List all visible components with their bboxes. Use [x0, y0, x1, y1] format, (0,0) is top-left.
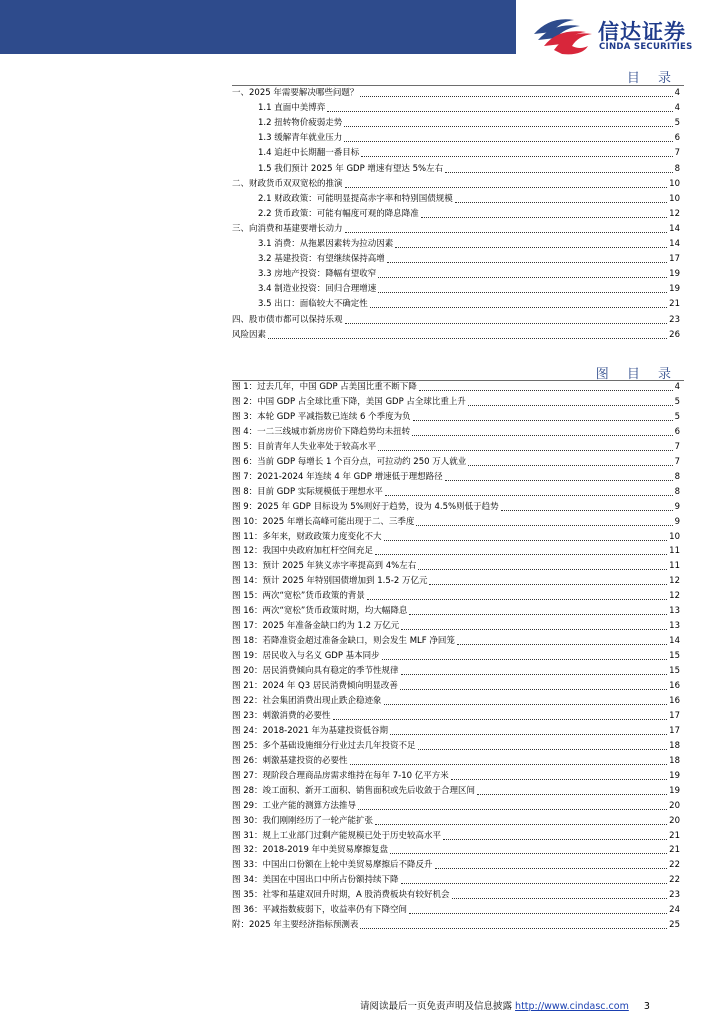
figure-entry[interactable] [232, 561, 680, 572]
dot-leader [501, 510, 673, 511]
figure-entry-label: 图 5：目前青年人失业率处于较高水平 [232, 441, 377, 452]
figure-entry-page: 12 [669, 576, 680, 587]
toc-entry-page: 26 [669, 329, 680, 340]
figure-entry-page: 18 [669, 740, 680, 751]
toc-entry-page: 4 [674, 103, 680, 114]
figure-entry-label: 图 12：我国中央政府加杠杆空间充足 [232, 546, 374, 557]
figure-entry-label: 图 14：预计 2025 年特别国债增加到 1.5-2 万亿元 [232, 576, 428, 587]
footer [360, 998, 650, 1012]
figure-entry-page: 22 [669, 875, 680, 886]
figure-entry-label: 图 4：一二三线城市新房房价下降趋势均未扭转 [232, 426, 411, 437]
dot-leader [409, 913, 667, 914]
figure-entry[interactable] [232, 905, 680, 916]
toc-entry[interactable] [232, 330, 680, 341]
figure-entry-label: 图 8：目前 GDP 实际规模低于理想水平 [232, 486, 383, 497]
dot-leader [409, 614, 667, 615]
toc-entry-page: 23 [669, 314, 680, 325]
cinda-logo [532, 14, 712, 56]
figure-entry-page: 6 [674, 426, 680, 437]
dot-leader [345, 187, 668, 188]
figure-entry-page: 20 [669, 815, 680, 826]
figure-entry-page: 22 [669, 860, 680, 871]
toc-entry-page: 8 [674, 163, 680, 174]
figure-entry-page: 4 [674, 382, 680, 392]
toc-entry-page: 17 [669, 254, 680, 265]
figure-entry-label: 图 26：刺激基建投资的必要性 [232, 755, 348, 766]
figure-entry-page: 17 [669, 725, 680, 736]
dot-leader [385, 495, 673, 496]
toc-entry[interactable] [258, 118, 680, 129]
figure-entry[interactable] [232, 845, 680, 856]
toc-entry-label: 1.5 我们预计 2025 年 GDP 增速有望达 5%左右 [258, 163, 444, 174]
footer-link[interactable]: http://www.cindasc.com [515, 1001, 629, 1012]
figure-entry[interactable] [232, 801, 680, 812]
figure-entry[interactable] [232, 442, 680, 453]
figure-entry[interactable] [232, 591, 680, 602]
dot-leader [360, 928, 667, 929]
dot-leader [401, 674, 668, 675]
dot-leader [412, 435, 672, 436]
figure-entry[interactable] [232, 890, 680, 901]
toc-entry-page: 4 [674, 88, 680, 98]
dot-leader [445, 480, 673, 481]
toc-entry-label: 1.2 扭转物价疲弱走势 [258, 118, 343, 129]
figure-entry[interactable] [232, 920, 680, 931]
figure-entry-page: 24 [669, 905, 680, 916]
figure-entry[interactable] [232, 532, 680, 543]
figure-entry-page: 21 [669, 830, 680, 841]
figure-entry-page: 21 [669, 845, 680, 856]
dot-leader [375, 824, 667, 825]
dot-leader [390, 734, 667, 735]
figure-entry-label: 图 35：社零和基建双回升时期，A 股消费板块有较好机会 [232, 890, 450, 901]
figure-entry-page: 13 [669, 606, 680, 617]
figure-entry[interactable] [232, 786, 680, 797]
toc-entry-label: 1.4 追赶中长期翻一番目标 [258, 148, 360, 159]
figure-entry-page: 19 [669, 785, 680, 796]
figure-entry-label: 图 33：中国出口份额在上轮中美贸易摩擦后不降反升 [232, 860, 433, 871]
figure-entry-label: 图 28：竣工面积、新开工面积、销售面积或先后收敛于合理区间 [232, 785, 476, 796]
figure-entry[interactable] [232, 860, 680, 871]
figure-entry[interactable] [232, 412, 680, 423]
toc-entry[interactable] [232, 315, 680, 326]
toc-entry-label: 1.3 缓解青年就业压力 [258, 133, 343, 144]
brand-name-en: CINDA SECURITIES [599, 42, 693, 52]
figure-entry-label: 图 25：多个基础设施细分行业过去几年投资不足 [232, 740, 416, 751]
figure-entry-page: 23 [669, 890, 680, 901]
figures-rule [232, 380, 684, 381]
figure-entry[interactable] [232, 382, 680, 393]
dot-leader [358, 809, 667, 810]
dot-leader [419, 390, 673, 391]
dot-leader [395, 247, 667, 248]
toc-entry-page: 19 [669, 284, 680, 295]
figure-entry-page: 20 [669, 800, 680, 811]
figure-entry-page: 25 [669, 920, 680, 931]
figure-entry-label: 图 21：2024 年 Q3 居民消费倾向明显改善 [232, 681, 398, 691]
figure-entry-label: 图 36：平减指数疲弱下，收益率仍有下降空间 [232, 905, 408, 916]
figure-entry-label: 图 17：2025 年准备金缺口约为 1.2 万亿元 [232, 621, 400, 632]
figure-entry-page: 19 [669, 770, 680, 781]
dot-leader [457, 644, 667, 645]
dot-leader [345, 232, 668, 233]
toc-entry[interactable] [258, 269, 680, 280]
footer-disclaimer: 请阅读最后一页免责声明及信息披露 [360, 1001, 513, 1012]
dot-leader [367, 599, 667, 600]
figure-entry-label: 图 30：我们刚刚经历了一轮产能扩张 [232, 815, 374, 826]
dot-leader [400, 689, 667, 690]
toc-entry-label: 三、向消费和基建要增长动力 [232, 223, 343, 234]
dot-leader [350, 764, 668, 765]
figure-entry-label: 图 23：刺激消费的必要性 [232, 710, 331, 721]
figure-entry[interactable] [232, 756, 680, 767]
toc-rule [232, 85, 684, 86]
figure-entry[interactable] [232, 696, 680, 707]
figure-entry-label: 图 9：2025 年 GDP 目标设为 5%则好于趋势，设为 4.5%则低于趋势 [232, 501, 499, 512]
dot-leader [418, 749, 668, 750]
toc-entry[interactable] [232, 224, 680, 235]
toc-entry[interactable] [258, 148, 680, 159]
toc-entry-page: 19 [669, 269, 680, 280]
toc-entry-label: 3.2 基建投资：有望继续保持高增 [258, 254, 385, 265]
figure-entry-page: 16 [669, 681, 680, 691]
toc-entry-label: 二、财政货币双双宽松的推演 [232, 178, 343, 189]
figure-entry-page: 7 [674, 456, 680, 467]
figure-entry-label: 图 20：居民消费倾向具有稳定的季节性规律 [232, 666, 399, 677]
figure-entry[interactable] [232, 741, 680, 752]
toc-entry[interactable] [258, 284, 680, 295]
dot-leader [382, 659, 667, 660]
figure-entry-page: 5 [674, 411, 680, 422]
page-number: 3 [643, 1001, 650, 1012]
toc-entry[interactable] [258, 164, 680, 175]
figure-entry-page: 5 [674, 396, 680, 407]
figure-entry-page: 15 [669, 666, 680, 677]
figure-entry[interactable] [232, 636, 680, 647]
toc-entry[interactable] [258, 103, 680, 114]
dot-leader [413, 420, 673, 421]
toc-entry-label: 3.4 制造业投资：回归合理增速 [258, 284, 377, 295]
dot-leader [455, 202, 667, 203]
figure-entry[interactable] [232, 397, 680, 408]
toc-entry-label: 四、股市债市都可以保持乐观 [232, 314, 343, 325]
toc-entry[interactable] [258, 239, 680, 250]
figure-entry-label: 图 10：2025 年增长高峰可能出现于二、三季度 [232, 516, 415, 527]
toc-entry[interactable] [258, 254, 680, 265]
dot-leader [468, 465, 672, 466]
figure-entry-page: 17 [669, 710, 680, 721]
figure-entry-label: 图 32：2018-2019 年中美贸易摩擦复盘 [232, 845, 389, 856]
figure-entry-label: 图 11：多年来，财政政策力度变化不大 [232, 531, 382, 542]
figure-entry-label: 图 24：2018-2021 年为基建投资低谷期 [232, 725, 389, 736]
figure-entry-page: 10 [669, 531, 680, 542]
toc-entry[interactable] [232, 88, 680, 99]
figure-entry-label: 图 1：过去几年，中国 GDP 占美国比重不断下降 [232, 382, 417, 392]
dot-leader [344, 126, 672, 127]
dot-leader [421, 217, 667, 218]
toc-entry-label: 2.2 货币政策：可能有幅度可观的降息降准 [258, 208, 419, 219]
dot-leader [416, 525, 672, 526]
figure-entry[interactable] [232, 816, 680, 827]
dot-leader [384, 540, 668, 541]
dot-leader [327, 111, 672, 112]
figure-entry-label: 图 16：两次“宽松”货币政策时期，均大幅降息 [232, 606, 408, 617]
dot-leader [378, 292, 667, 293]
figure-entry-page: 9 [674, 516, 680, 527]
figure-entry-label: 图 15：两次“宽松”货币政策的背景 [232, 591, 365, 602]
dot-leader [375, 554, 667, 555]
figure-entry-page: 14 [669, 636, 680, 647]
figure-entry-page: 16 [669, 695, 680, 706]
figure-entry[interactable] [232, 427, 680, 438]
figure-entry-page: 11 [669, 561, 680, 572]
figure-entry-page: 8 [674, 486, 680, 497]
toc-entry-label: 3.1 消费：从拖累因素转为拉动因素 [258, 239, 394, 249]
figure-entry-label: 图 27：现阶段合理商品房需求维持在每年 7-10 亿平方米 [232, 770, 449, 781]
dot-leader [435, 868, 668, 869]
dot-leader [390, 853, 667, 854]
dot-leader [344, 141, 672, 142]
cinda-logo-mark-icon [532, 16, 596, 56]
dot-leader [401, 629, 667, 630]
dot-leader [445, 172, 672, 173]
figure-entry[interactable] [232, 606, 680, 617]
figure-entry-page: 12 [669, 591, 680, 602]
figure-entry-label: 图 34：美国在中国出口中所占份额持续下降 [232, 875, 399, 886]
figure-entry[interactable] [232, 831, 680, 842]
toc-entry-label: 3.3 房地产投资：降幅有望收窄 [258, 269, 377, 280]
figure-entry-page: 13 [669, 621, 680, 632]
dot-leader [268, 338, 667, 339]
figure-entry[interactable] [232, 546, 680, 557]
figures-title: 图 目 录 [595, 367, 678, 382]
dot-leader [370, 307, 667, 308]
figure-entry[interactable] [232, 472, 680, 483]
toc-entry[interactable] [258, 194, 680, 205]
figure-entry[interactable] [232, 771, 680, 782]
toc-entry-label: 风险因素 [232, 329, 267, 340]
toc-entry-label: 1.1 直面中美博弈 [258, 103, 326, 114]
figure-entry-label: 图 18：若降准资金超过准备金缺口，则会发生 MLF 净回笼 [232, 636, 455, 647]
toc-entry-page: 12 [669, 208, 680, 219]
dot-leader [361, 156, 672, 157]
dot-leader [345, 323, 668, 324]
dot-leader [360, 96, 672, 97]
dot-leader [387, 262, 667, 263]
dot-leader [418, 569, 667, 570]
toc-title: 目 录 [626, 71, 678, 86]
figure-entry[interactable] [232, 875, 680, 886]
figure-entry-label: 图 19：居民收入与名义 GDP 基本同步 [232, 651, 380, 662]
figure-entry[interactable] [232, 681, 680, 692]
dot-leader [401, 883, 668, 884]
toc-entry-label: 2.1 财政政策：可能明显提高赤字率和特别国债规模 [258, 193, 453, 204]
toc-entry-page: 6 [674, 133, 680, 144]
dot-leader [477, 794, 667, 795]
figure-entry-page: 9 [674, 501, 680, 512]
toc-entry-page: 7 [674, 148, 680, 159]
figure-entry[interactable] [232, 457, 680, 468]
figure-entry-label: 图 6：当前 GDP 每增长 1 个百分点，可拉动约 250 万人就业 [232, 456, 467, 467]
figure-entry-label: 图 13：预计 2025 年狭义赤字率提高到 4%左右 [232, 561, 417, 572]
dot-leader [384, 704, 668, 705]
figure-entry[interactable] [232, 576, 680, 587]
toc-entry-page: 10 [669, 178, 680, 189]
figure-entry[interactable] [232, 502, 680, 513]
figure-entry-page: 15 [669, 651, 680, 662]
header-band [0, 0, 516, 54]
figure-entry-page: 8 [674, 471, 680, 482]
dot-leader [468, 405, 673, 406]
dot-leader [443, 839, 667, 840]
figure-entry-label: 附：2025 年主要经济指标预测表 [232, 920, 359, 931]
figure-entry-label: 图 29：工业产能的测算方法推导 [232, 800, 357, 811]
dot-leader [378, 277, 667, 278]
figure-entry-label: 图 2：中国 GDP 占全球比重下降，美国 GDP 占全球比重上升 [232, 396, 466, 407]
dot-leader [451, 779, 667, 780]
figure-entry[interactable] [232, 651, 680, 662]
dot-leader [429, 584, 667, 585]
figure-entry-label: 图 7：2021-2024 年连续 4 年 GDP 增速低于理想路径 [232, 471, 443, 482]
figure-entry-page: 7 [674, 441, 680, 452]
toc-entry-page: 21 [669, 299, 680, 310]
figure-entry-label: 图 22：社会集团消费出现止跌企稳迹象 [232, 695, 382, 706]
figure-entry-label: 图 3：本轮 GDP 平减指数已连续 6 个季度为负 [232, 411, 411, 422]
figure-entry-page: 11 [669, 546, 680, 557]
dot-leader [452, 898, 668, 899]
toc-entry[interactable] [258, 209, 680, 220]
toc-entry-label: 一、2025 年需要解决哪些问题？ [232, 88, 359, 98]
toc-entry-page: 14 [669, 223, 680, 234]
toc-entry[interactable] [232, 179, 680, 190]
toc-entry-label: 3.5 出口：面临较大不确定性 [258, 299, 368, 310]
toc-entry-page: 5 [674, 118, 680, 129]
figure-entry[interactable] [232, 487, 680, 498]
figure-entry[interactable] [232, 666, 680, 677]
figure-entry[interactable] [232, 711, 680, 722]
toc-entry-page: 14 [669, 239, 680, 249]
figure-entry-label: 图 31：规上工业部门过剩产能规模已处于历史较高水平 [232, 830, 442, 841]
toc-entry[interactable] [258, 133, 680, 144]
figure-entry[interactable] [232, 517, 680, 528]
figure-entry[interactable] [232, 621, 680, 632]
toc-entry[interactable] [258, 299, 680, 310]
toc-entry-page: 10 [669, 193, 680, 204]
dot-leader [378, 450, 672, 451]
figure-entry-page: 18 [669, 755, 680, 766]
brand-name-cn: 信达证券 [598, 20, 686, 44]
figure-entry[interactable] [232, 726, 680, 737]
dot-leader [333, 719, 668, 720]
